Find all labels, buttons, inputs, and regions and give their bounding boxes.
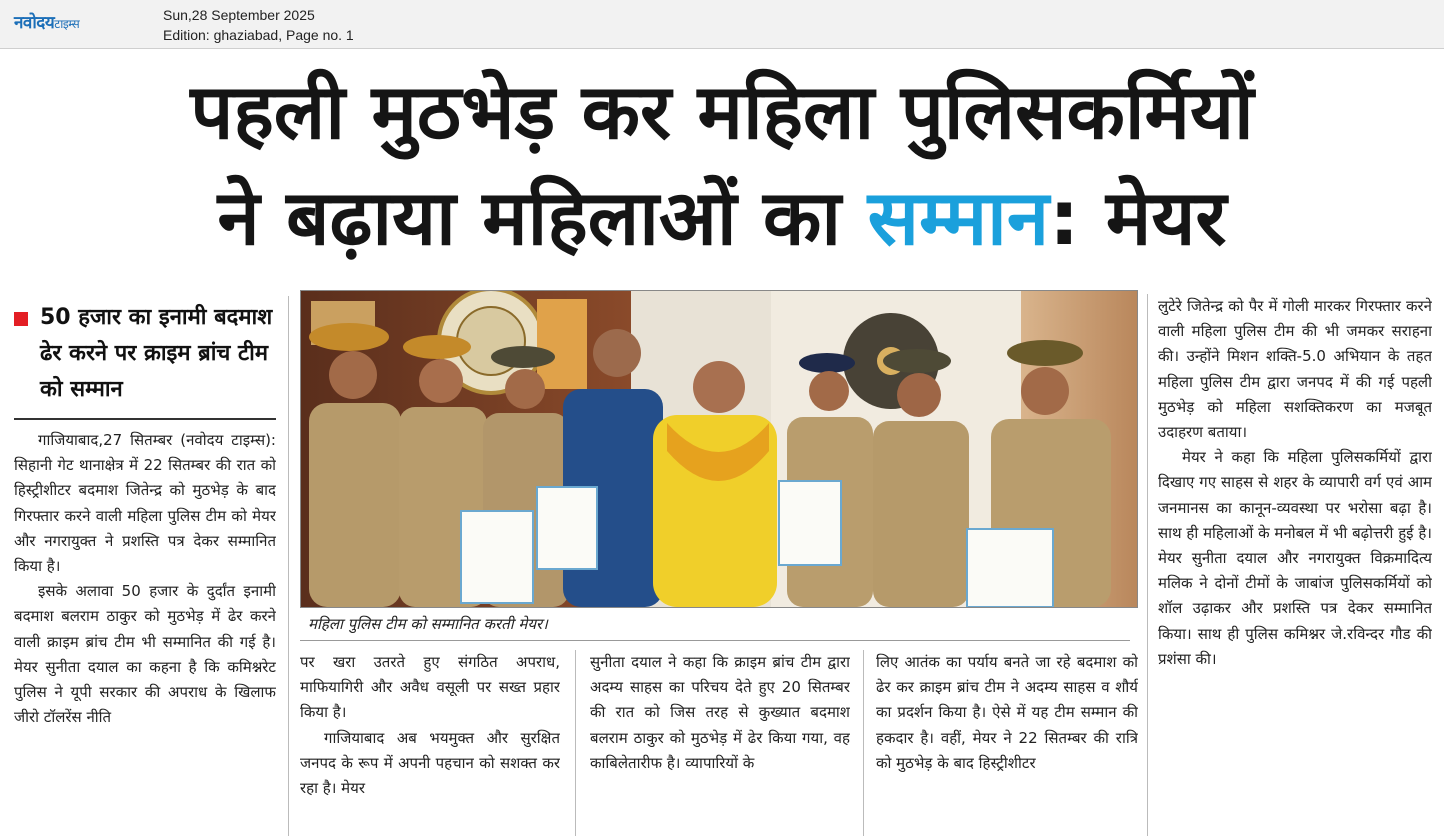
col5-paragraph-1: लुटेरे जितेन्द्र को पैर में गोली मारकर गिरफ्तार करने वाली महिला पुलिस टीम की भी जमकर सराहना की। उन्होंने मिशन शक्ति-5.0 अभियान के तहत महिला पुलिस टीम द्वारा जनपद में की गई पहली मुठभेड़ को महिला सशक्तिकरण का मजबूत उदाहरण बताया। [1158, 297, 1432, 442]
news-photo[interactable] [300, 290, 1138, 608]
sub-headline [14, 300, 276, 408]
article-column-2 [300, 650, 560, 840]
article-column-5 [1158, 294, 1432, 840]
col2-paragraph-2: गाजियाबाद अब भयमुक्त और सुरक्षित जनपद के रूप में अपनी पहचान को सशक्त कर रहा है। मेयर [300, 728, 560, 798]
col1-paragraph-2: इसके अलावा 50 हजार के दुर्दांत इनामी बदमाश बलराम ठाकुर को मुठभेड़ में ढेर करने वाली क्राइम ब्रांच टीम भी सम्मानित की गई है। मेयर सुनीता दयाल का कहना है कि कमिश्नरेट पुलिस ने यूपी सरकार की अपराध के खिलाफ जीरो टॉलरेंस नीति [14, 582, 276, 727]
col5-paragraph-2: मेयर ने कहा कि महिला पुलिसकर्मियों द्वारा दिखाए गए साहस से शहर के व्यापारी वर्ग एवं आम जनमानस का कानून-व्यवस्था पर भरोसा बढ़ा है। साथ ही महिलाओं के मनोबल में भी बढ़ोत्तरी हुई है। मेयर सुनीता दयाल और नगरायुक्त विक्रमादित्य मलिक ने दोनों टीमों के जाबांज पुलिसकर्मियों को शॉल उढ़ाकर और प्रशस्ति पत्र देकर सम्मानित किया। साथ ही पुलिस कमिश्नर जे.रविन्दर गौड की प्रशंसा की। [1158, 448, 1432, 668]
article-column-3 [590, 650, 850, 840]
photo-illustration [301, 291, 1137, 607]
sub-headline-rule [14, 418, 276, 420]
col3-paragraph-1: सुनीता दयाल ने कहा कि क्राइम ब्रांच टीम द्वारा अदम्य साहस का परिचय देते हुए 20 सितम्बर की रात को जिस तरह से कुख्यात बदमाश बलराम ठाकुर को मुठभेड़ में ढेर किया गया, वह काबिलेतारीफ है। व्यापारियों के [590, 653, 850, 772]
column-divider-3 [863, 650, 864, 836]
headline-line-2 [20, 168, 1424, 268]
logo-main: नवोदय [14, 13, 55, 33]
edition-info: Edition: ghaziabad, Page no. 1 [163, 27, 354, 43]
portrait-frame [537, 299, 587, 389]
column-divider-1 [288, 296, 289, 836]
col2-paragraph-1: पर खरा उतरते हुए संगठित अपराध, माफियागिरी और अवैध वसूली पर सख्त प्रहार किया है। [300, 653, 560, 722]
sub-headline-text: 50 हजार का इनामी बदमाश ढेर करने पर क्राइम ब्रांच टीम को सम्मान [40, 305, 273, 402]
column-divider-4 [1147, 294, 1148, 836]
col1-paragraph-1: गाजियाबाद,27 सितम्बर (नवोदय टाइम्स): सिहानी गेट थानाक्षेत्र में 22 सितम्बर की रात को हिस्ट्रीशीटर बदमाश जितेन्द्र को मुठभेड़ के बाद गिरफ्तार करने वाली महिला पुलिस टीम को मेयर और नगरायुक्त ने प्रशस्ति पत्र देकर सम्मानित किया है। [14, 431, 276, 576]
col4-paragraph-1: लिए आतंक का पर्याय बनते जा रहे बदमाश को ढेर कर क्राइम ब्रांच टीम ने अदम्य साहस व शौर्य का प्रदर्शन किया है। ऐसे में यह टीम सम्मान की हकदार है। वहीं, मेयर ने 22 सितम्बर की रात्रि को मुठभेड़ के बाद हिस्ट्रीशीटर [876, 653, 1138, 772]
article-column-1 [14, 428, 276, 838]
caption-rule [300, 640, 1130, 641]
headline-line-2-end: : मेयर [1049, 173, 1227, 262]
top-bar [0, 0, 1444, 49]
photo-caption: महिला पुलिस टीम को सम्मानित करती मेयर। [308, 615, 548, 633]
edition-date: Sun,28 September 2025 [163, 7, 315, 23]
headline-line-2-start: ने बढ़ाया महिलाओं का [217, 173, 842, 262]
article-column-4 [876, 650, 1138, 840]
column-divider-2 [575, 650, 576, 836]
newspaper-logo[interactable] [14, 10, 79, 33]
red-square-marker [14, 312, 28, 326]
headline-accent-word: सम्मान [867, 173, 1050, 262]
headline-line-1: पहली मुठभेड़ कर महिला पुलिसकर्मियों [190, 67, 1254, 156]
logo-sub: टाइम्स [54, 17, 80, 31]
edition-meta [163, 5, 354, 45]
